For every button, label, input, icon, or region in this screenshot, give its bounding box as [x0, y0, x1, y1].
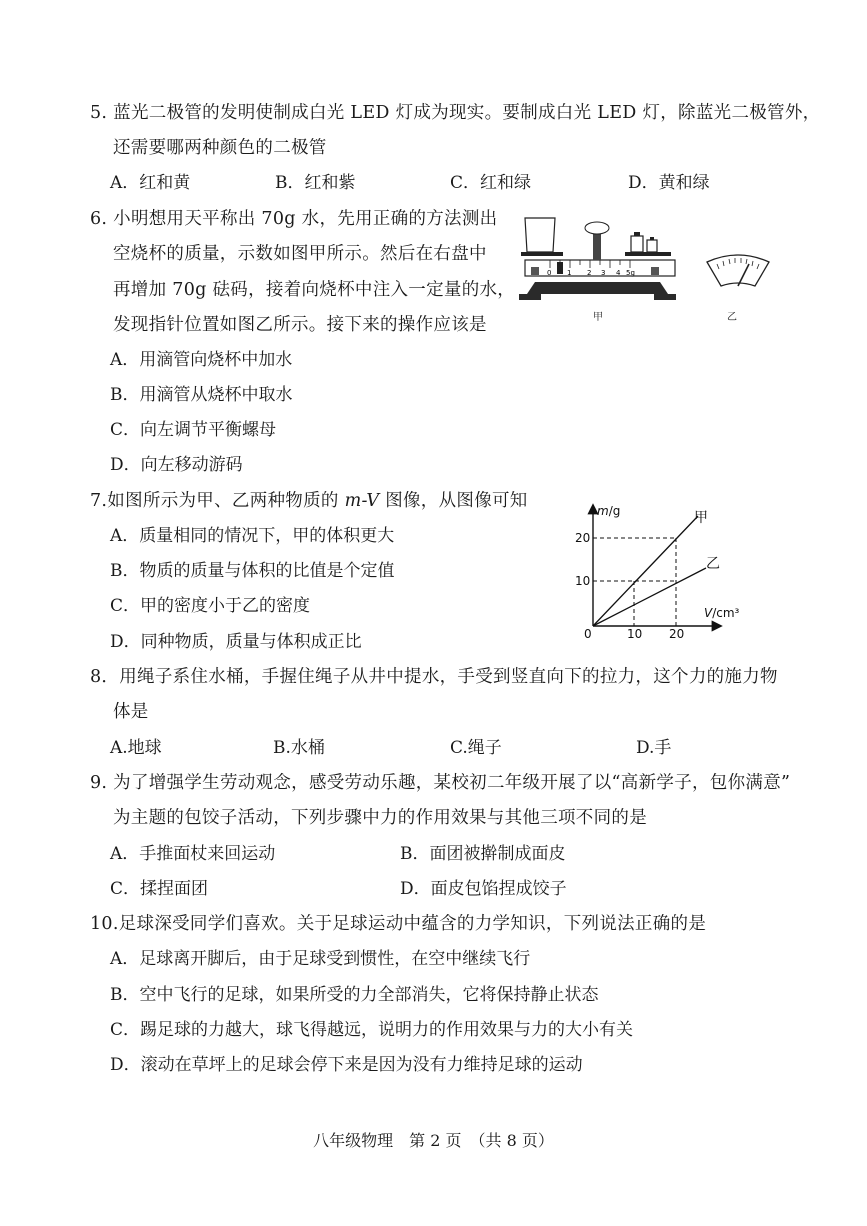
- rider-slider: [557, 262, 563, 274]
- left-pan: [521, 252, 563, 256]
- balance-base: [527, 282, 668, 294]
- q5-option-c: C．红和绿: [450, 173, 532, 193]
- q7-stem-var: m-V: [344, 491, 380, 511]
- q10-option-b: B．空中飞行的足球，如果所受的力全部消失，它将保持静止状态: [110, 985, 599, 1005]
- q7-option-d: D．同种物质，质量与体积成正比: [110, 632, 362, 652]
- q8-stem-line1: 8．用绳子系住水桶，手握住绳子从井中提水，手受到竖直向下的拉力，这个力的施力物: [90, 667, 778, 687]
- q5-option-a: A．红和黄: [110, 173, 191, 193]
- balance-drawing: [505, 212, 690, 322]
- q6-stem-line3: 再增加 70g 砝码，接着向烧杯中注入一定量的水，: [113, 280, 516, 300]
- q7-stem-pre: 7.如图所示为甲、乙两种物质的: [90, 491, 345, 511]
- q6-option-b: B．用滴管从烧杯中取水: [110, 385, 293, 405]
- q7-option-a: A．质量相同的情况下，甲的体积更大: [110, 526, 395, 546]
- scale-tick-1: 1: [567, 269, 572, 277]
- q8-option-c: C.绳子: [450, 738, 502, 758]
- q6-option-a: A．用滴管向烧杯中加水: [110, 350, 293, 370]
- q6-option-d: D．向左移动游码: [110, 455, 243, 475]
- pointer-dial-drawing: [703, 252, 773, 302]
- pointer-dial: [585, 222, 609, 234]
- x-axis-label: V/cm³: [704, 606, 740, 620]
- scale-tick-4: 4: [616, 269, 621, 277]
- q7-option-b: B．物质的质量与体积的比值是个定值: [110, 561, 395, 581]
- q10-option-d: D．滚动在草坪上的足球会停下来是因为没有力维持足球的运动: [110, 1055, 583, 1075]
- q9-option-d: D．面皮包馅捏成饺子: [400, 879, 567, 899]
- series-line-yi: [593, 568, 706, 626]
- mv-graph: [570, 500, 760, 650]
- q7-stem-post: 图像，从图像可知: [379, 491, 528, 511]
- x-tick-20: 20: [669, 627, 685, 641]
- q5-stem-line1: 5. 蓝光二极管的发明使制成白光 LED 灯成为现实。要制成白光 LED 灯，除蓝光二极管外，: [90, 103, 821, 123]
- balance-foot-left: [519, 294, 541, 300]
- scale-tick-0: 0: [547, 269, 552, 277]
- figure-label-yi: 乙: [727, 312, 737, 323]
- weight-small-knob: [650, 237, 654, 240]
- q6-stem-line2: 空烧杯的质量，示数如图甲所示。然后在右盘中: [113, 244, 487, 264]
- weight-large-knob: [634, 232, 640, 236]
- q9-option-b: B．面团被擀制成面皮: [400, 844, 566, 864]
- q6-option-c: C．向左调节平衡螺母: [110, 420, 277, 440]
- balance-figure: [505, 212, 690, 322]
- q10-option-c: C．踢足球的力越大，球飞得越远，说明力的作用效果与力的大小有关: [110, 1020, 634, 1040]
- scale-tick-3: 3: [601, 269, 606, 277]
- mv-graph-svg: [570, 500, 760, 650]
- q5-option-b: B．红和紫: [275, 173, 356, 193]
- series-line-jia: [593, 516, 698, 626]
- page-footer: 八年级物理 第 2 页 （共 8 页）: [313, 1131, 554, 1150]
- q5-stem-line2: 还需要哪两种颜色的二极管: [113, 138, 327, 158]
- series-label-yi: 乙: [706, 556, 720, 572]
- q10-option-a: A．足球离开脚后，由于足球受到惯性，在空中继续飞行: [110, 949, 531, 969]
- y-tick-20: 20: [575, 531, 591, 545]
- q6-stem-line4: 发现指针位置如图乙所示。接下来的操作应该是: [113, 315, 487, 335]
- x-tick-10: 10: [627, 627, 643, 641]
- q7-option-c: C．甲的密度小于乙的密度: [110, 596, 311, 616]
- balance-foot-right: [654, 294, 676, 300]
- figure-label-jia: 甲: [593, 312, 603, 323]
- pointer-figure: [703, 252, 773, 322]
- center-column: [593, 234, 601, 260]
- balance-nut-left: [531, 267, 539, 275]
- q8-option-d: D.手: [636, 738, 672, 758]
- dial-face: [707, 255, 769, 286]
- q10-stem-line1: 10.足球深受同学们喜欢。关于足球运动中蕴含的力学知识，下列说法正确的是: [90, 914, 707, 934]
- q7-stem-line1: [90, 489, 528, 513]
- q9-stem-line2: 为主题的包饺子活动，下列步骤中力的作用效果与其他三项不同的是: [113, 808, 647, 828]
- beaker: [525, 218, 555, 252]
- scale-tick-5g: 5g: [626, 269, 635, 277]
- y-axis-label: m/g: [597, 504, 621, 518]
- y-tick-10: 10: [575, 574, 591, 588]
- weight-small: [647, 240, 657, 252]
- q9-option-a: A．手推面杖来回运动: [110, 844, 276, 864]
- q8-option-a: A.地球: [110, 738, 162, 758]
- q8-stem-line2: 体是: [113, 702, 149, 722]
- q5-option-d: D．黄和绿: [628, 173, 710, 193]
- scale-tick-2: 2: [587, 269, 592, 277]
- q8-option-b: B.水桶: [273, 738, 325, 758]
- weight-large: [631, 236, 643, 252]
- series-label-jia: 甲: [694, 510, 708, 526]
- balance-nut-right: [651, 267, 659, 275]
- q9-option-c: C．揉捏面团: [110, 879, 209, 899]
- q6-stem-line1: 6. 小明想用天平称出 70g 水，先用正确的方法测出: [90, 209, 498, 229]
- origin-label: 0: [584, 627, 592, 641]
- right-pan: [625, 252, 671, 256]
- q9-stem-line1: 9. 为了增强学生劳动观念，感受劳动乐趣，某校初二年级开展了以“高新学子，包你满意”: [90, 773, 791, 793]
